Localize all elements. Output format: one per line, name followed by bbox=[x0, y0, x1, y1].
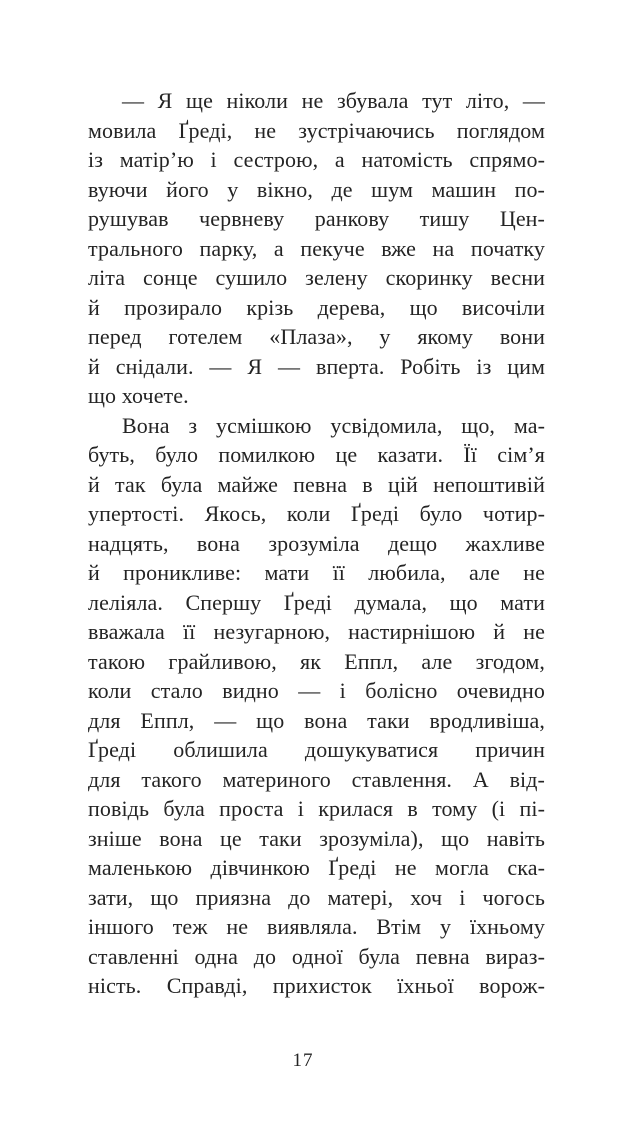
text-line: маленькою дівчинкою Ґреді не могла ска- bbox=[88, 855, 545, 880]
text-line: коли стало видно — і болісно очевидно bbox=[88, 678, 545, 703]
text-line: із матір’ю і сестрою, а натомість спрямо- bbox=[88, 147, 545, 172]
paragraph bbox=[88, 86, 545, 411]
text-line: Вона з усмішкою усвідомила, що, ма- bbox=[122, 412, 545, 438]
text-line: й прозирало крізь дерева, що височіли bbox=[88, 294, 545, 320]
text-line: ність. Справді, прихисток їхньої ворож- bbox=[88, 973, 545, 998]
text-line: леліяла. Спершу Ґреді думала, що мати bbox=[88, 589, 545, 615]
text-line: й проникливе: мати її любила, але не bbox=[88, 560, 545, 585]
text-line: що хочете. bbox=[88, 383, 189, 408]
text-line: упертості. Якось, коли Ґреді було чотир- bbox=[88, 501, 545, 526]
text-line: повідь була проста і крилася в тому (і пі- bbox=[88, 796, 545, 821]
text-line: й так була майже певна в цій непоштивій bbox=[88, 471, 545, 497]
text-line: рушував червневу ранкову тишу Цен- bbox=[88, 206, 545, 231]
text-line: ставленні одна до одної була певна вираз- bbox=[88, 943, 545, 969]
text-block bbox=[88, 86, 545, 1001]
text-line: зати, що приязна до матері, хоч і чогось bbox=[88, 884, 545, 910]
text-line: Ґреді облишила дошукуватися причин bbox=[88, 737, 545, 762]
text-line: мовила Ґреді, не зустрічаючись поглядом bbox=[88, 117, 545, 143]
text-line: трального парку, а пекуче вже на початку bbox=[88, 235, 545, 261]
text-line: й снідали. — Я — вперта. Робіть із цим bbox=[88, 353, 545, 379]
text-line: буть, було помилкою це казати. Її сім’я bbox=[88, 442, 545, 467]
text-line: — Я ще ніколи не збувала тут літо, — bbox=[122, 88, 545, 113]
text-line: такою грайливою, як Еппл, але згодом, bbox=[88, 648, 545, 674]
text-line: надцять, вона зрозуміла дещо жахливе bbox=[88, 530, 545, 556]
paragraph bbox=[88, 411, 545, 1001]
text-line: іншого теж не виявляла. Втім у їхньому bbox=[88, 914, 545, 939]
text-line: для такого материного ставлення. А від- bbox=[88, 766, 545, 792]
text-line: перед готелем «Плаза», у якому вони bbox=[88, 324, 545, 349]
text-line: зніше вона це таки зрозуміла), що навіть bbox=[88, 825, 545, 851]
text-line: для Еппл, — що вона таки вродливіша, bbox=[88, 707, 545, 733]
text-line: літа сонце сушило зелену скоринку весни bbox=[88, 265, 545, 290]
text-line: вважала її незугарною, настирнішою й не bbox=[88, 619, 545, 644]
page-number: 17 bbox=[292, 1050, 314, 1071]
text-line: вуючи його у вікно, де шум машин по- bbox=[88, 176, 545, 202]
